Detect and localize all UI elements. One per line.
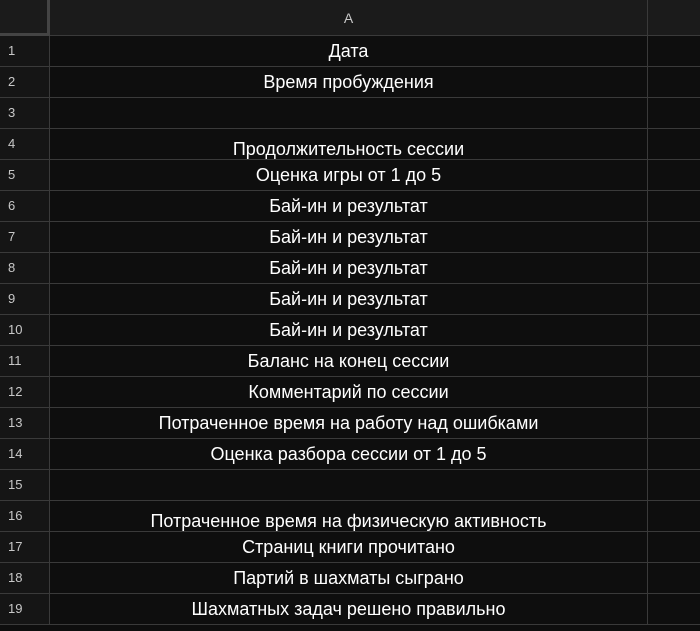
cell-a[interactable]: Баланс на конец сессии (50, 346, 648, 376)
table-row (0, 346, 700, 377)
table-row (0, 253, 700, 284)
table-row (0, 501, 700, 532)
cell-a[interactable]: Дата (50, 36, 648, 66)
cell-a[interactable]: Оценка разбора сессии от 1 до 5 (50, 439, 648, 469)
row-header[interactable]: 7 (0, 222, 50, 252)
table-row (0, 36, 700, 67)
cell-b[interactable] (648, 501, 700, 531)
cell-b[interactable] (648, 160, 700, 190)
cell-b[interactable] (648, 377, 700, 407)
cell-a[interactable]: Продолжительность сессии (50, 129, 648, 159)
table-row (0, 284, 700, 315)
cell-b[interactable] (648, 315, 700, 345)
cell-b[interactable] (648, 594, 700, 624)
cell-b[interactable] (648, 253, 700, 283)
cell-a[interactable]: Оценка игры от 1 до 5 (50, 160, 648, 190)
table-row (0, 222, 700, 253)
row-header[interactable]: 6 (0, 191, 50, 221)
cell-a[interactable]: Комментарий по сессии (50, 377, 648, 407)
row-header[interactable]: 4 (0, 129, 50, 159)
cell-a[interactable]: Время пробуждения (50, 67, 648, 97)
cell-b[interactable] (648, 98, 700, 128)
column-header-row (0, 0, 700, 36)
row-header[interactable]: 10 (0, 315, 50, 345)
table-row (0, 67, 700, 98)
table-row (0, 377, 700, 408)
row-header[interactable]: 17 (0, 532, 50, 562)
row-header[interactable]: 5 (0, 160, 50, 190)
cell-b[interactable] (648, 129, 700, 159)
cell-a[interactable]: Партий в шахматы сыграно (50, 563, 648, 593)
cell-b[interactable] (648, 284, 700, 314)
cell-a[interactable]: Потраченное время на работу над ошибками (50, 408, 648, 438)
table-row (0, 470, 700, 501)
cell-a[interactable]: Страниц книги прочитано (50, 532, 648, 562)
cell-a[interactable] (50, 470, 648, 500)
table-row (0, 594, 700, 625)
cell-b[interactable] (648, 408, 700, 438)
table-row (0, 439, 700, 470)
cell-a[interactable]: Бай-ин и результат (50, 253, 648, 283)
table-row (0, 191, 700, 222)
row-header[interactable]: 15 (0, 470, 50, 500)
table-row (0, 315, 700, 346)
cell-b[interactable] (648, 36, 700, 66)
table-row (0, 98, 700, 129)
row-header[interactable]: 1 (0, 36, 50, 66)
cell-a[interactable]: Бай-ин и результат (50, 284, 648, 314)
cell-a[interactable]: Потраченное время на физическую активность (50, 501, 648, 531)
row-header[interactable]: 12 (0, 377, 50, 407)
row-header[interactable]: 9 (0, 284, 50, 314)
row-header[interactable]: 14 (0, 439, 50, 469)
table-row (0, 563, 700, 594)
cell-b[interactable] (648, 191, 700, 221)
cell-b[interactable] (648, 439, 700, 469)
cell-b[interactable] (648, 67, 700, 97)
row-header[interactable]: 16 (0, 501, 50, 531)
cell-a[interactable]: Бай-ин и результат (50, 222, 648, 252)
select-all-corner[interactable] (0, 0, 50, 36)
cell-b[interactable] (648, 470, 700, 500)
row-header[interactable]: 2 (0, 67, 50, 97)
row-header[interactable]: 3 (0, 98, 50, 128)
cell-b[interactable] (648, 222, 700, 252)
table-row (0, 408, 700, 439)
table-row (0, 532, 700, 563)
table-row (0, 129, 700, 160)
row-header[interactable]: 8 (0, 253, 50, 283)
cell-a[interactable]: Шахматных задач решено правильно (50, 594, 648, 624)
cell-a[interactable] (50, 98, 648, 128)
row-header[interactable]: 11 (0, 346, 50, 376)
column-header-b[interactable] (648, 0, 700, 36)
row-header[interactable]: 13 (0, 408, 50, 438)
column-header-a[interactable]: A (50, 0, 648, 36)
cell-b[interactable] (648, 346, 700, 376)
table-row (0, 160, 700, 191)
cell-a[interactable]: Бай-ин и результат (50, 315, 648, 345)
cell-b[interactable] (648, 563, 700, 593)
rows-container (0, 36, 700, 625)
cell-a[interactable]: Бай-ин и результат (50, 191, 648, 221)
row-header[interactable]: 19 (0, 594, 50, 624)
cell-b[interactable] (648, 532, 700, 562)
row-header[interactable]: 18 (0, 563, 50, 593)
